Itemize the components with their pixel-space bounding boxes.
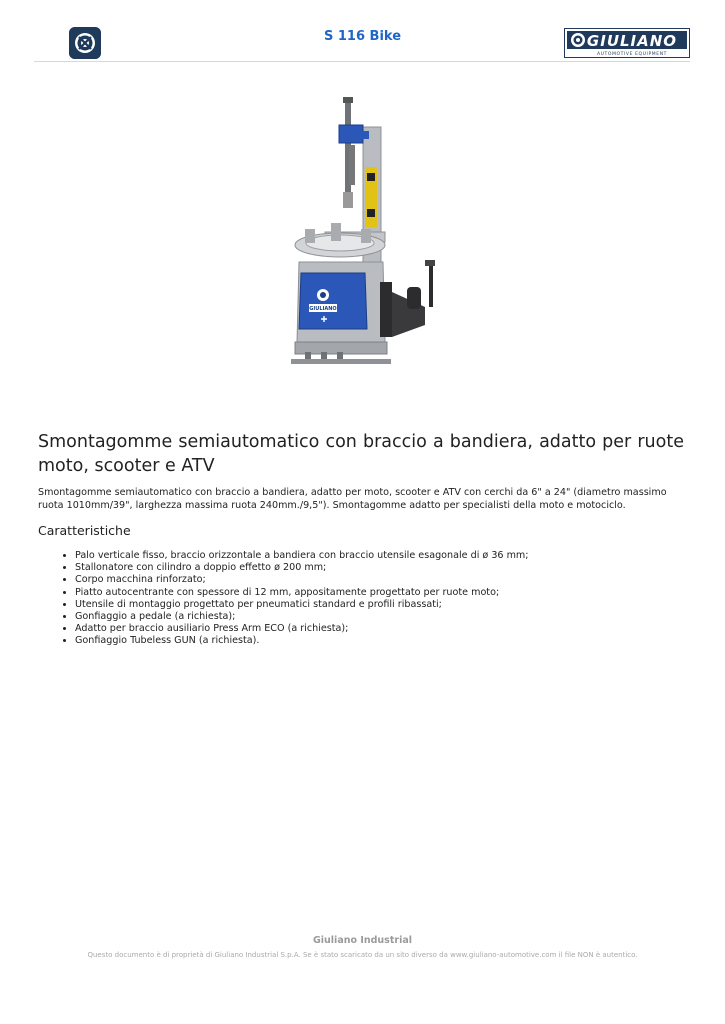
- features-heading: Caratteristiche: [38, 523, 131, 538]
- features-list: [60, 550, 529, 648]
- list-item: • Stallonatore con cilindro a doppio effetto ø 200 mm;: [75, 562, 529, 574]
- product-description: Smontagomme semiautomatico con braccio a bandiera, adatto per moto, scooter e ATV con cerchi da 6" a 24" (diametro massimo ruota 1010mm/39", larghezza massima ruota 240mm./9,5"). Smontagomme adatto per specialisti della moto e motociclo.: [38, 487, 667, 511]
- product-title: Smontagomme semiautomatico con braccio a bandiera, adatto per ruote moto, scooter e ATV: [38, 432, 684, 476]
- list-item: • Gonfiaggio a pedale (a richiesta);: [75, 611, 529, 623]
- list-item: • Piatto autocentrante con spessore di 12 mm, appositamente progettato per ruote moto;: [75, 587, 529, 599]
- document-title: S 116 Bike: [323, 29, 402, 44]
- list-item: • Palo verticale fisso, braccio orizzontale a bandiera con braccio utensile esagonale di ø 36 mm;: [75, 550, 529, 562]
- svg-text:AUTOMOTIVE EQUIPMENT: AUTOMOTIVE EQUIPMENT: [596, 52, 668, 57]
- footer-company: Giuliano Industrial: [312, 935, 412, 946]
- svg-text:GIULIANO: GIULIANO: [586, 32, 678, 50]
- list-item: • Gonfiaggio Tubeless GUN (a richiesta).: [75, 635, 529, 647]
- page-header: [0, 0, 725, 64]
- list-item: • Utensile di montaggio progettato per pneumatici standard e profili ribassati;: [75, 599, 529, 611]
- header-divider: [34, 61, 690, 62]
- machine-label: GIULIANO: [309, 306, 337, 312]
- footer-note: Questo documento è di proprietà di Giuliano Industrial S.p.A. Se è stato scaricato da un sito diverso da www.giuliano-automotive.com il file NON è autentico.: [87, 951, 638, 959]
- giuliano-logo: [564, 28, 690, 58]
- list-item: • Corpo macchina rinforzato;: [75, 574, 529, 586]
- list-item: • Adatto per braccio ausiliario Press Arm ECO (a richiesta);: [75, 623, 529, 635]
- tyre-changer-machine-image: [285, 97, 440, 367]
